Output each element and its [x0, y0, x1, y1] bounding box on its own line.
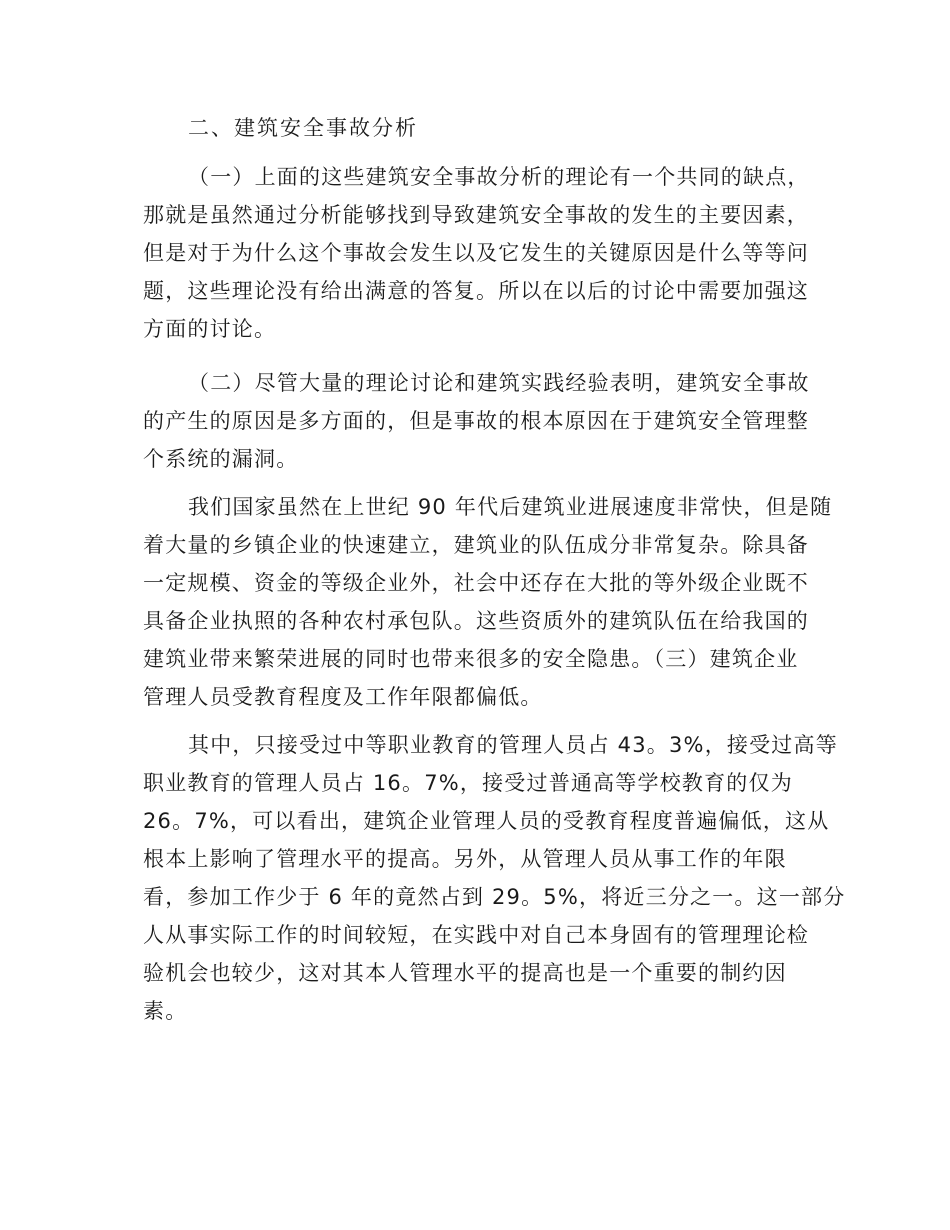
section-heading: 二、建筑安全事故分析: [188, 116, 418, 140]
text-line: 人从事实际工作的时间较短，在实践中对自己本身固有的管理理论检: [143, 923, 809, 947]
text-line: （二）尽管大量的理论讨论和建筑实践经验表明，建筑安全事故: [188, 371, 810, 395]
text-line: 验机会也较少，这对其本人管理水平的提高也是一个重要的制约因: [143, 961, 787, 985]
text-line: 26。7%，可以看出，建筑企业管理人员的受教育程度普遍偏低，这从: [143, 809, 830, 833]
text-line: 一定规模、资金的等级企业外，社会中还存在大批的等外级企业既不: [143, 571, 809, 595]
text-line: 个系统的漏洞。: [143, 447, 299, 471]
text-line: 具备企业执照的各种农村承包队。这些资质外的建筑队伍在给我国的: [143, 609, 809, 633]
text-line: 那就是虽然通过分析能够找到导致建筑安全事故的发生的主要因素，: [143, 203, 809, 227]
text-line: 看，参加工作少于 6 年的竟然占到 29。5%，将近三分之一。这一部分: [143, 885, 846, 909]
text-line: 方面的讨论。: [143, 317, 277, 341]
paragraph-2: [143, 364, 823, 478]
text-line: 管理人员受教育程度及工作年限都偏低。: [143, 685, 543, 709]
text-line: 建筑业带来繁荣进展的同时也带来很多的安全隐患。（三）建筑企业: [143, 647, 799, 671]
paragraph-4: [143, 726, 846, 1030]
text-line: 着大量的乡镇企业的快速建立，建筑业的队伍成分非常复杂。除具备: [143, 533, 809, 557]
text-line: 职业教育的管理人员占 16。7%，接受过普通高等学校教育的仅为: [143, 771, 793, 795]
text-line: 题，这些理论没有给出满意的答复。所以在以后的讨论中需要加强这: [143, 279, 809, 303]
text-line: 的产生的原因是多方面的，但是事故的根本原因在于建筑安全管理整: [143, 409, 809, 433]
text-line: 其中，只接受过中等职业教育的管理人员占 43。3%，接受过高等: [188, 733, 838, 757]
text-line: （一）上面的这些建筑安全事故分析的理论有一个共同的缺点，: [188, 165, 810, 189]
text-line: 素。: [143, 999, 188, 1023]
paragraph-1: [143, 158, 823, 348]
text-line: 我们国家虽然在上世纪 90 年代后建筑业进展速度非常快，但是随: [188, 495, 833, 519]
paragraph-3: [143, 488, 833, 716]
text-line: 但是对于为什么这个事故会发生以及它发生的关键原因是什么等等问: [143, 241, 809, 265]
text-line: 根本上影响了管理水平的提高。另外，从管理人员从事工作的年限: [143, 847, 787, 871]
